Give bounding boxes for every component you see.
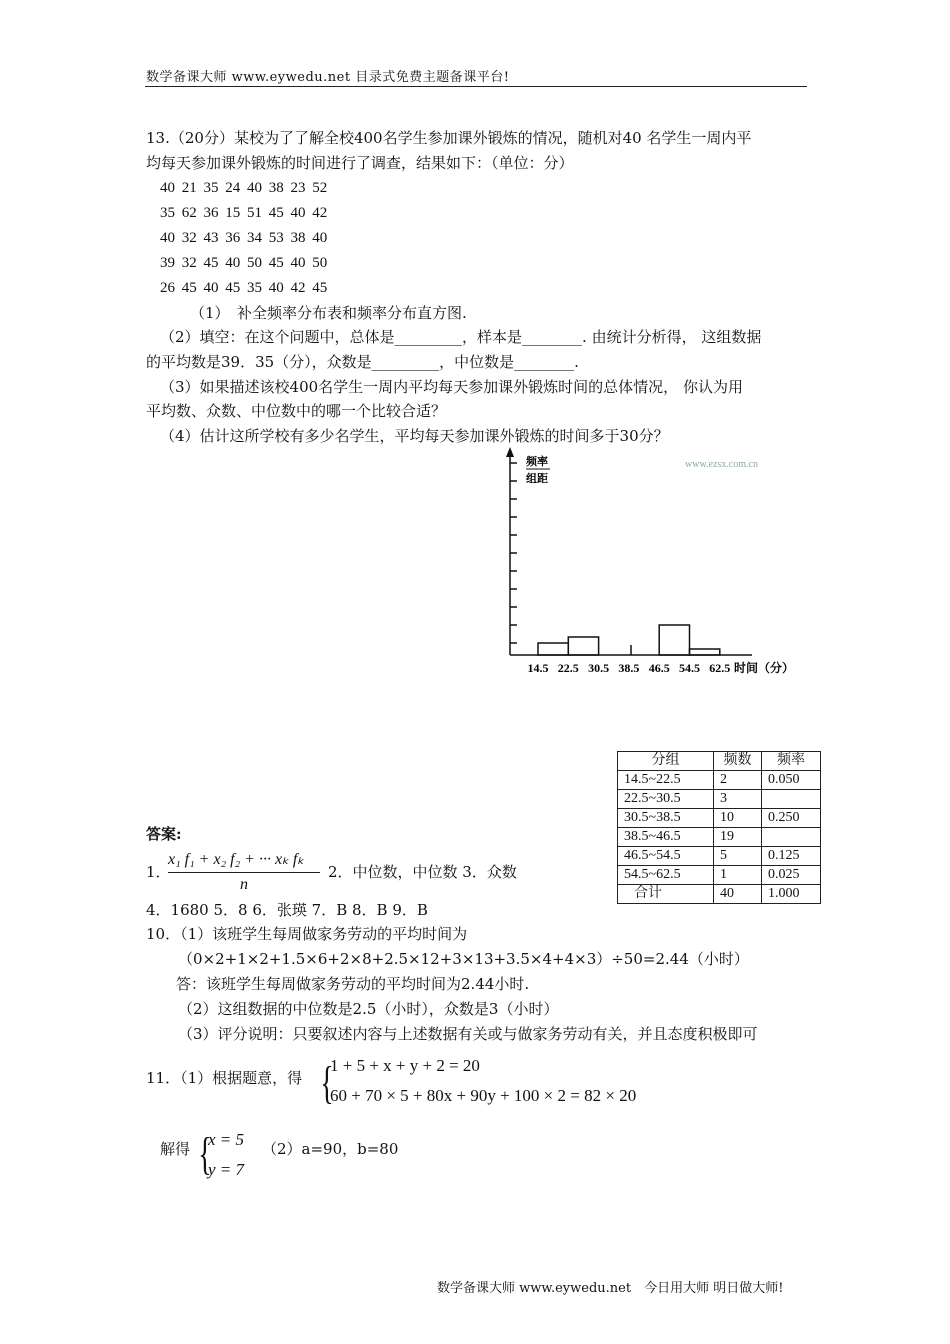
table-cell: 0.050	[762, 771, 821, 790]
mean-formula	[168, 849, 320, 894]
table-cell: 14.5~22.5	[618, 771, 714, 790]
data-row: 26 45 40 45 35 40 42 45	[160, 280, 328, 296]
table-cell: 46.5~54.5	[618, 847, 714, 866]
histogram-bar	[659, 625, 689, 655]
x-axis-label: 时间（分）	[734, 661, 795, 675]
table-cell: 3	[714, 790, 762, 809]
question-part4: （4）估计这所学校有多少名学生，平均每天参加课外锻炼的时间多于30分？	[160, 427, 669, 445]
table-cell: 19	[714, 828, 762, 847]
table-cell: 0.125	[762, 847, 821, 866]
table-header-cell: 频数	[714, 752, 762, 771]
fraction-bar	[168, 872, 320, 873]
y-axis-label-bottom: 组距	[526, 473, 548, 485]
y-axis-label-top: 频率	[526, 456, 548, 468]
table-cell: 0.025	[762, 866, 821, 885]
y-ticks	[510, 463, 517, 643]
table-cell: 54.5~62.5	[618, 866, 714, 885]
formula-numerator: x₁ f₁ + x₂ f₂ + ··· xₖ fₖ	[168, 851, 305, 868]
answer-11-part2: （2）a=90，b=80	[262, 1140, 399, 1158]
answer-10-line2: （0×2+1×2+1.5×6+2×8+2.5×12+3×13+3.5×4+4×3）÷50=2.44（小时）	[178, 950, 749, 968]
frequency-histogram	[490, 445, 820, 685]
data-row: 35 62 36 15 51 45 40 42	[160, 205, 328, 221]
formula-denominator: n	[240, 876, 248, 893]
page-footer: 数学备课大师 www.eywedu.net 今日用大师 明日做大师!	[437, 1281, 784, 1296]
table-header-cell: 分组	[618, 752, 714, 771]
question-stem-line1: 13.（20分）某校为了了解全校400名学生参加课外锻炼的情况，随机对40 名学生一周内平	[146, 129, 752, 147]
equation-1: 1 + 5 + x + y + 2 = 20	[330, 1056, 480, 1075]
table-header-row	[618, 752, 821, 771]
table-cell: 合计	[618, 885, 714, 904]
histogram-bar	[568, 637, 598, 655]
table-cell: 30.5~38.5	[618, 809, 714, 828]
histogram-bar	[538, 643, 568, 655]
question-stem-line2: 均每天参加课外锻炼的时间进行了调查，结果如下：（单位：分）	[146, 154, 574, 172]
bars	[538, 625, 720, 655]
equation-2: 60 + 70 × 5 + 80x + 90y + 100 × 2 = 82 × 20	[330, 1086, 637, 1105]
x-tick-label: 46.5	[648, 661, 670, 675]
table-header-cell: 频率	[762, 752, 821, 771]
table-row	[618, 809, 821, 828]
answer-10-line4: （2）这组数据的中位数是2.5（小时），众数是3（小时）	[178, 1000, 559, 1018]
question-part2-line2: 的平均数是39．35（分），众数是_________，中位数是________.	[146, 353, 579, 371]
x-tick-label: 38.5	[618, 661, 640, 675]
table-row	[618, 866, 821, 885]
question-part1: （1） 补全频率分布表和频率分布直方图.	[190, 304, 467, 322]
table-row	[618, 790, 821, 809]
x-tick-label: 30.5	[588, 661, 610, 675]
answers-title: 答案:	[146, 825, 182, 843]
table-row	[618, 828, 821, 847]
data-row: 40 21 35 24 40 38 23 52	[160, 180, 328, 196]
question-part3-line2: 平均数、众数、中位数中的哪一个比较合适？	[146, 402, 447, 420]
answer-10-line1: 10．（1）该班学生每周做家务劳动的平均时间为	[146, 925, 468, 943]
frequency-table	[617, 751, 821, 904]
table-row	[618, 847, 821, 866]
table-cell: 5	[714, 847, 762, 866]
answer-11-solve-label: 解得	[160, 1140, 191, 1158]
question-part3-line1: （3）如果描述该校400名学生一周内平均每天参加课外锻炼时间的总体情况， 你认为用	[160, 378, 743, 396]
x-tick-label: 54.5	[679, 661, 700, 675]
table-cell: 1	[714, 866, 762, 885]
system-brace: {	[320, 1057, 334, 1108]
data-row: 39 32 45 40 50 45 40 50	[160, 255, 328, 271]
table-cell	[762, 828, 821, 847]
question-part2-line1: （2）填空：在这个问题中，总体是_________，样本是________. 由统计分析得， 这组数据	[160, 328, 762, 346]
header-rule	[145, 86, 807, 87]
table-cell: 1.000	[762, 885, 821, 904]
table-cell: 0.250	[762, 809, 821, 828]
answer-10-line5: （3）评分说明：只要叙述内容与上述数据有关或与做家务劳动有关，并且态度积极即可	[178, 1025, 758, 1043]
table-cell: 2	[714, 771, 762, 790]
y-axis-arrow	[506, 447, 514, 457]
answer-4-to-9: 4．1680 5．8 6．张瑛 7．B 8．B 9．B	[146, 901, 428, 919]
chart-watermark: www.ezsx.com.cn	[685, 459, 758, 470]
page-header: 数学备课大师 www.eywedu.net 目录式免费主题备课平台!	[146, 70, 510, 85]
solution-x: x = 5	[208, 1130, 245, 1149]
table-cell: 40	[714, 885, 762, 904]
table-cell: 22.5~30.5	[618, 790, 714, 809]
x-tick-label: 22.5	[557, 661, 579, 675]
table-row	[618, 771, 821, 790]
answer-11-prefix: 11．（1）根据题意，得	[146, 1069, 303, 1087]
table-total-row	[618, 885, 821, 904]
table-cell: 38.5~46.5	[618, 828, 714, 847]
solution-brace: {	[198, 1128, 212, 1179]
x-tick-labels	[528, 661, 731, 675]
table-cell	[762, 790, 821, 809]
x-tick-label: 62.5	[709, 661, 731, 675]
table-cell: 10	[714, 809, 762, 828]
x-tick-label: 14.5	[527, 661, 549, 675]
answer-10-line3: 答：该班学生每周做家务劳动的平均时间为2.44小时.	[176, 975, 530, 993]
data-row: 40 32 43 36 34 53 38 40	[160, 230, 328, 246]
solution-y: y = 7	[208, 1160, 245, 1179]
histogram-bar	[690, 649, 720, 655]
answer-1-rest: 2．中位数，中位数 3．众数	[328, 863, 517, 881]
answer-1-prefix: 1．	[146, 863, 171, 881]
